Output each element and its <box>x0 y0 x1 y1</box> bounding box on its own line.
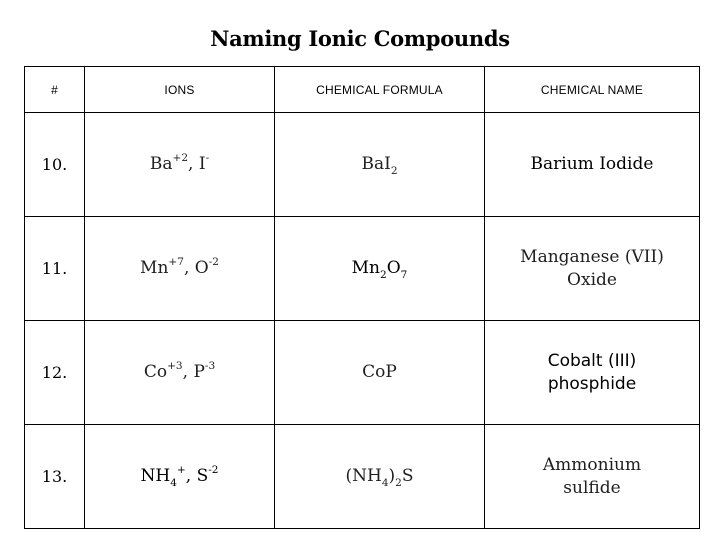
ion-separator: , <box>188 154 199 175</box>
compound-name-line: phosphide <box>547 373 637 394</box>
ions-cell <box>85 113 275 217</box>
ion-symbol: Mn <box>140 258 169 279</box>
ion-charge: +3 <box>167 359 183 372</box>
ion-charge: - <box>205 151 210 164</box>
header-num: # <box>25 67 85 113</box>
ion-charge: +2 <box>172 151 189 164</box>
ion-symbol: O <box>194 258 209 279</box>
formula-subscript: 2 <box>380 269 387 282</box>
table-header-row <box>25 67 700 113</box>
ion-symbol: S <box>196 466 209 487</box>
name-cell <box>485 113 700 217</box>
ion-symbol: I <box>198 154 206 175</box>
header-formula: CHEMICAL FORMULA <box>275 67 485 113</box>
ion-symbol: P <box>193 362 205 383</box>
formula-text: BaI <box>361 154 391 175</box>
formula-cell <box>275 425 485 529</box>
formula-subscript: 7 <box>400 269 408 282</box>
name-cell <box>485 425 700 529</box>
name-cell <box>485 321 700 425</box>
compound-name-line: sulfide <box>563 477 621 498</box>
formula-text: (NH <box>345 466 382 487</box>
compound-name-line: Ammonium <box>542 454 642 475</box>
formula-cell <box>275 113 485 217</box>
compound-name-line: Manganese (VII) <box>520 246 664 267</box>
formula-cell <box>275 217 485 321</box>
formula-cell <box>275 321 485 425</box>
ion-separator: , <box>183 258 195 279</box>
ion-symbol: Co <box>143 362 168 383</box>
ion-subscript: 4 <box>170 477 177 490</box>
formula-text: S <box>401 466 414 487</box>
row-number: 13. <box>25 425 85 529</box>
formula-subscript: 4 <box>381 477 389 490</box>
header-ions: IONS <box>85 67 275 113</box>
name-cell <box>485 217 700 321</box>
row-number: 11. <box>25 217 85 321</box>
ion-charge: -2 <box>208 463 219 476</box>
table-row <box>25 217 700 321</box>
ions-cell <box>85 425 275 529</box>
table-row <box>25 321 700 425</box>
formula-text: ) <box>388 466 396 487</box>
formula-text: CoP <box>362 362 397 383</box>
ion-charge: + <box>176 463 186 476</box>
ion-charge: +7 <box>168 255 184 268</box>
formula-subscript: 2 <box>390 165 398 178</box>
row-number: 12. <box>25 321 85 425</box>
table-row <box>25 425 700 529</box>
formula-subscript: 2 <box>395 477 402 490</box>
ions-cell <box>85 321 275 425</box>
page-title: Naming Ionic Compounds <box>210 26 510 51</box>
compounds-table <box>24 66 700 529</box>
ion-separator: , <box>185 466 197 487</box>
ions-cell <box>85 217 275 321</box>
formula-text: Mn <box>351 258 380 279</box>
compound-name-line: Cobalt (III) <box>547 350 637 371</box>
row-number: 10. <box>25 113 85 217</box>
header-name: CHEMICAL NAME <box>485 67 700 113</box>
ion-symbol: NH <box>140 466 171 487</box>
table-row <box>25 113 700 217</box>
ion-charge: -3 <box>204 359 216 372</box>
ion-charge: -2 <box>208 255 219 268</box>
ion-separator: , <box>182 362 194 383</box>
compound-name: Barium Iodide <box>530 154 654 175</box>
compound-name-line: Oxide <box>567 269 617 290</box>
ion-symbol: Ba <box>149 154 173 175</box>
formula-text: O <box>386 258 401 279</box>
